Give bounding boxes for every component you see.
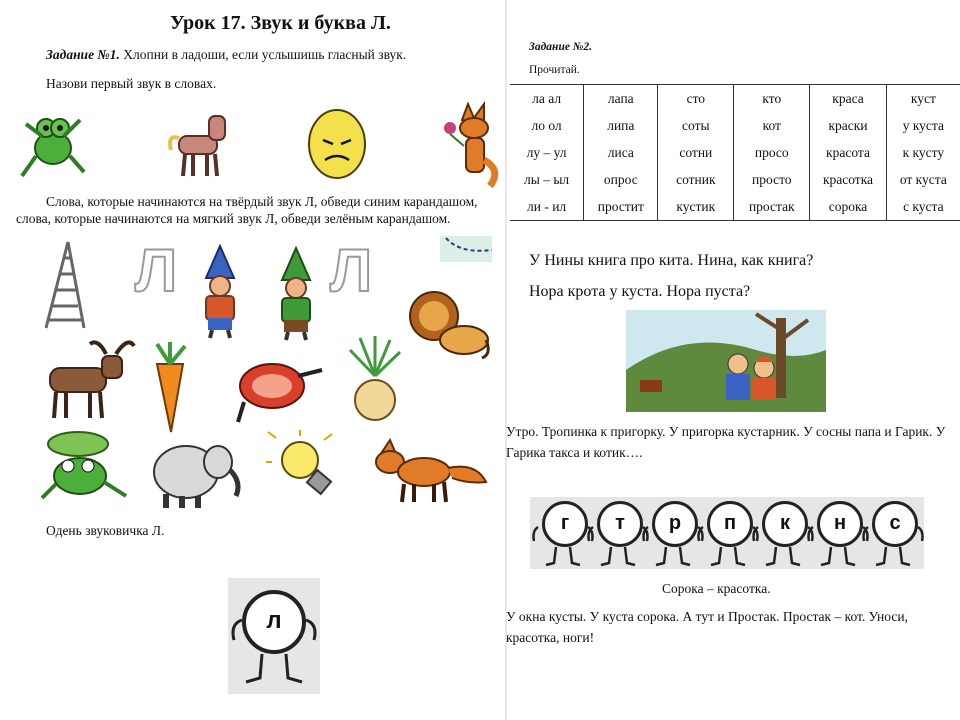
syllable-table bbox=[510, 84, 960, 221]
table-cell: соты bbox=[658, 112, 734, 139]
moose-picture bbox=[40, 334, 136, 422]
map-fragment-picture bbox=[440, 236, 492, 262]
lesson-title: Урок 17. Звук и буква Л. bbox=[170, 12, 391, 34]
sound-letter: г bbox=[542, 501, 588, 547]
sound-character-l-limbs bbox=[228, 578, 320, 694]
table-cell: кустик bbox=[658, 193, 734, 221]
table-cell: просо bbox=[734, 139, 810, 166]
table-cell: сто bbox=[658, 85, 734, 113]
horse-picture bbox=[165, 108, 237, 180]
sound-letter: н bbox=[817, 501, 863, 547]
table-cell: кто bbox=[734, 85, 810, 113]
table-cell: лиса bbox=[584, 139, 658, 166]
rubber-boat-picture bbox=[236, 352, 326, 426]
table-cell: у куста bbox=[886, 112, 960, 139]
table-cell: лу – ул bbox=[526, 144, 567, 160]
instruction-line-1: Слова, которые начинаются на твёрдый звук Л, обведи синим карандашом, bbox=[46, 194, 478, 209]
sound-characters-row bbox=[530, 497, 924, 569]
table-cell: ли - ил bbox=[510, 193, 584, 221]
lion-picture bbox=[408, 288, 492, 364]
sound-character-l-letter: л bbox=[242, 590, 306, 654]
table-cell: простак bbox=[734, 193, 810, 221]
table-cell: краски bbox=[810, 112, 886, 139]
sound-character-l bbox=[228, 578, 320, 694]
task1-label: Задание №1. bbox=[46, 47, 120, 62]
reading-line-2: Нора крота у куста. Нора пуста? bbox=[529, 283, 751, 300]
table-row bbox=[510, 85, 960, 113]
paragraph-morning: Утро. Тропинка к пригорку. У пригорка кустарник. У сосны папа и Гарик. У Гарика такса и котик…. bbox=[506, 424, 946, 460]
lemon-picture bbox=[305, 104, 369, 184]
frog-picture bbox=[18, 106, 88, 184]
table-cell: красотка bbox=[810, 166, 886, 193]
table-cell: сорока bbox=[810, 193, 886, 221]
ladder-picture bbox=[40, 240, 90, 330]
sound-letter: т bbox=[597, 501, 643, 547]
outline-letter-l-right: Л bbox=[330, 237, 373, 304]
dress-instruction: Одень звуковичка Л. bbox=[46, 523, 165, 538]
table-cell: просто bbox=[734, 166, 810, 193]
sound-letter: р bbox=[652, 501, 698, 547]
table-row bbox=[510, 139, 960, 166]
paragraph-magpie: У окна кусты. У куста сорока. А тут и Простак. Простак – кот. Уноси, красотка, ноги! bbox=[506, 609, 908, 645]
table-cell: простит bbox=[584, 193, 658, 221]
table-cell: с куста bbox=[886, 193, 960, 221]
table-cell: от куста bbox=[886, 166, 960, 193]
gnome-green-picture bbox=[268, 246, 324, 342]
boys-in-forest-picture bbox=[626, 310, 826, 412]
story-heading: Сорока – красотка. bbox=[662, 581, 771, 596]
carrot-picture bbox=[145, 340, 195, 434]
sound-letter: с bbox=[872, 501, 918, 547]
table-cell: опрос bbox=[584, 166, 658, 193]
table-cell: красота bbox=[810, 139, 886, 166]
elephant-picture bbox=[146, 432, 244, 510]
light-bulb-picture bbox=[266, 430, 348, 504]
first-sound-instruction: Назови первый звук в словах. bbox=[46, 76, 217, 91]
fox-with-flower-picture bbox=[440, 100, 502, 188]
table-cell: куст bbox=[886, 85, 960, 113]
onion-picture bbox=[344, 336, 406, 426]
reading-line-1: У Нины книга про кита. Нина, как книга? bbox=[529, 252, 814, 269]
task2-label: Задание №2. bbox=[529, 41, 592, 53]
table-cell: лапа bbox=[584, 85, 658, 113]
sound-letter: п bbox=[707, 501, 753, 547]
task1-text: Хлопни в ладоши, если услышишь гласный звук. bbox=[123, 47, 407, 62]
table-cell: к кусту bbox=[886, 139, 960, 166]
table-cell: ло ол bbox=[531, 117, 562, 133]
sound-letter: к bbox=[762, 501, 808, 547]
fox-picture bbox=[368, 432, 490, 506]
table-cell: сотник bbox=[658, 166, 734, 193]
table-cell: краса bbox=[810, 85, 886, 113]
task2-text: Прочитай. bbox=[529, 64, 580, 76]
instruction-line-2: слова, которые начинаются на мягкий звук Л, обведи зелёным карандашом. bbox=[16, 211, 451, 226]
table-row bbox=[510, 166, 960, 193]
frog-with-leaf-picture bbox=[38, 430, 130, 504]
table-cell: липа bbox=[584, 112, 658, 139]
table-cell: сотни bbox=[658, 139, 734, 166]
table-cell: лы – ыл bbox=[524, 171, 570, 187]
table-cell: ла ал bbox=[510, 85, 584, 113]
table-cell: кот bbox=[734, 112, 810, 139]
gnome-blue-picture bbox=[192, 244, 248, 340]
table-row bbox=[510, 193, 960, 221]
outline-letter-l-left: Л bbox=[135, 237, 178, 304]
task1-line bbox=[46, 47, 406, 63]
table-row bbox=[510, 112, 960, 139]
sound-characters-limbs bbox=[530, 497, 924, 569]
